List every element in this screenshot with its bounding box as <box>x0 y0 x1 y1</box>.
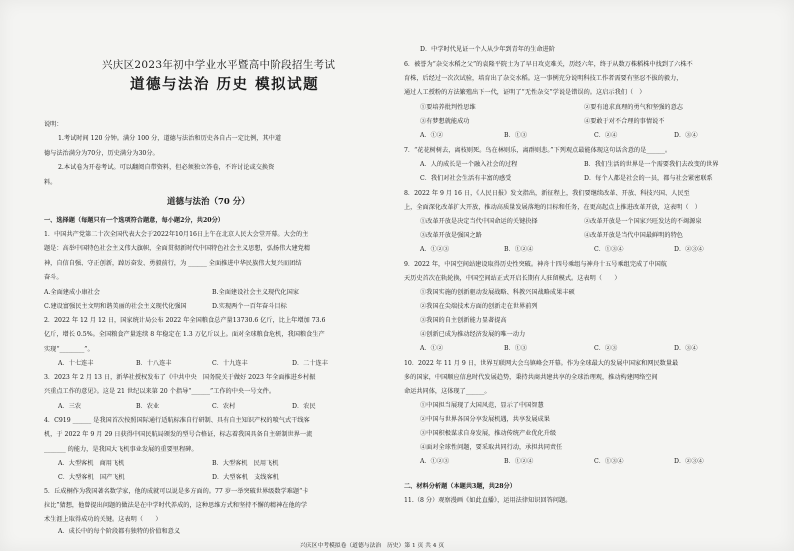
q8-line: 上，全面深化改革扩大开放，推动高质量发展落地的目标和任务，在更高起点上推进改革开放，这表明（ ） <box>404 204 701 211</box>
q6-option-2: ②要有追求真理的勇气和坚强的意志 <box>584 104 683 111</box>
notes-line-1: 1.考试时间 120 分钟。满分 100 分，道德与法治和历史各自占一定比例，其中道 <box>58 135 282 142</box>
q3-line: 兴重点工作的意见》。这是 21 世纪以来第 20 个指导“______”工作的中央一号文件。 <box>44 388 276 395</box>
q6-line: 6．被誉为“杂交水稻之父”的袁隆平院士为了早日攻克难关，历经六年，终于从数万株稻株中找到了六株不 <box>404 61 693 68</box>
q7-option-d: D．每个人都是社会的一员，都与社会紧密联系 <box>584 175 713 182</box>
part2-heading: 二、材料分析题（本题共3题，共28分） <box>404 483 516 490</box>
notes-line-2: 德与法治满分为70分，历史满分为30分。 <box>44 150 159 157</box>
q8-option-2: ②改革开放是一个国家兴旺发达的不竭源泉 <box>584 218 702 225</box>
q8-option-3: ③改革开放是强国之路 <box>420 232 482 239</box>
q4-option-d: D．大型客机 支线客机 <box>212 474 279 481</box>
q10-answer-a: A．①②③ <box>420 458 450 465</box>
q2-option-d: D．二十连丰 <box>292 360 328 367</box>
q3-option-c: C．农村 <box>212 403 236 410</box>
q9-option-3: ③我国的自主创新能力显著提高 <box>420 317 507 324</box>
q5-line: 拉比”猜想，他曾提出问题的做法是在中学时代养成的，这种思维方式和坚持不懈的精神在他的学 <box>44 502 308 509</box>
q10-option-3: ③中国积极谋求自身发展，推动传统产业优化升级 <box>420 430 557 437</box>
q2-option-b: B．十八连丰 <box>136 360 172 367</box>
q9-line: 天历史首次在轨轮换，中国空间站正式开启长期有人驻留模式。这表明（ ） <box>404 275 621 282</box>
q3-line: 3．2023 年 2 月 13 日，新华社授权发布了《中共中央 国务院关于做好 2023 年全面推进乡村振 <box>44 374 316 381</box>
q9-option-2: ②我国在尖端技术方面的创新走在世界前列 <box>420 303 538 310</box>
q5-line: 术生涯上取得成功的关键。这表明（ ） <box>44 516 162 523</box>
q2-line: 亿斤，增长 0.5%。全国粮食产量连续 8 年稳定在 1.3 万亿斤以上。面对全球粮食危机，我国粮食生产 <box>44 331 325 338</box>
q4-option-b: B．大型客机 民用飞机 <box>212 460 279 467</box>
notes-label: 说明： <box>44 121 63 128</box>
q8-option-4: ④改革开放是当代中国最鲜明的特色 <box>584 232 683 239</box>
section-title: 道德与法治（70 分） <box>167 197 250 207</box>
q8-line: 8．2022 年 9 月 16 日，《人民日报》发文指出，新征程上，我们要继续改革、开放、科技兴国、人民至 <box>404 190 690 197</box>
q2-option-a: A．十七连丰 <box>58 360 94 367</box>
notes-line-3: 2.本试卷为开卷考试。可以翻阅自带资料，但必须独立答卷，不许讨论或交换资 <box>58 164 275 171</box>
exam-title: 兴庆区2023年初中学业水平暨高中阶段招生考试 <box>102 59 336 71</box>
q2-option-c: C．十九连丰 <box>212 360 248 367</box>
q4-option-c: C．大型客机 国产飞机 <box>58 474 125 481</box>
q6-line: 通过人工授粉的方法繁殖出下一代，证明了“无性杂交”学说是错误的。这启示我们（ ） <box>404 89 646 96</box>
q3-option-d: D．农民 <box>292 403 316 410</box>
q7-option-a: A．人的成长是一个融入社会的过程 <box>420 161 518 168</box>
q2-line: 实现“________”。 <box>44 346 94 353</box>
q9-option-1: ①我国实施的创新驱动发展战略、科教兴国战略成果丰硕 <box>420 289 575 296</box>
q1-option-c: C.建设富强民主文明和谐美丽的社会主义现代化强国 <box>44 303 187 310</box>
q10-answer-c: C．①③④ <box>594 458 624 465</box>
q8-answer-c: C．①③④ <box>594 246 624 253</box>
q4-line: 4．C919 ______ 是我国首次按照国际通行适航标准自行研制、具有自主知识产权的喷气式干线客 <box>44 417 310 424</box>
q6-line: 育株，后经过一次次试验，培育出了杂交水稻。这一事例充分说明科技工作者需要有坚忍不拔的毅力， <box>404 75 683 82</box>
q3-option-b: B．农业 <box>136 403 160 410</box>
q2-line: 2．2022 年 12 月 12 日，国家统计局公布 2022 年全国粮食总产量13730.6 亿斤，比上年增加 73.6 <box>44 317 326 324</box>
q10-option-2: ②中国与世界各国分享发展机遇，共享发展成果 <box>420 416 550 423</box>
part1-heading: 一、选择题（每题只有一个选项符合题意，每小题2分，共20分） <box>44 217 224 224</box>
q1-option-d: D.实现两个一百年奋斗目标 <box>212 303 287 310</box>
q4-line: _______ 的能力，是我国大飞机事业发展的重要里程碑。 <box>44 446 198 453</box>
q7-line: 7．“花花树树去，离枝则死。鸟在林则乐，离群则悲。”下列观点最能体现这句话含意的是______。 <box>404 147 672 154</box>
q11-line: 11.（8 分）观察漫画《如此直播》，运用法律知识回答问题。 <box>404 497 572 504</box>
q9-answer-a: A．①② <box>420 345 444 352</box>
q9-answer-c: C．②③ <box>594 345 618 352</box>
q1-line: 奋斗。 <box>44 274 63 281</box>
notes-line-4: 料。 <box>44 179 57 186</box>
q8-option-1: ①改革开放是决定当代中国命运的关键抉择 <box>420 218 538 225</box>
q8-answer-d: D．②③④ <box>674 246 704 253</box>
main-title: 道德与法治 历史 模拟试题 <box>130 76 320 93</box>
q1-line: 1．中国共产党第二十次全国代表大会于2022年10月16日上午在北京人民大会堂开幕。大会的主 <box>44 231 309 238</box>
q7-option-c: C．我们对社会生活有丰富的感受 <box>420 175 512 182</box>
q9-answer-d: D．③④ <box>674 345 698 352</box>
q5-line: 5．丘成桐作为我国著名数学家，他的成就可以说是多方面的。77 岁一举突破世界级数学难题“卡 <box>44 488 309 495</box>
q6-option-4: ④要敢于对不合理的事情说不 <box>584 118 665 125</box>
q10-option-1: ①中国担当展现了大国风范，显示了中国智慧 <box>420 402 544 409</box>
q9-option-4: ④创新已成为推动经济发展的唯一动力 <box>420 331 526 338</box>
q6-answer-c: C．②④ <box>594 132 618 139</box>
q10-line: 命运共同体，这体现了______。 <box>404 388 491 395</box>
q5-option-a: A．成长中的每个阶段都有独特的价值和意义 <box>58 528 181 535</box>
q1-option-b: B.全面建设社会主义现代化国家 <box>212 289 299 296</box>
q4-line: 机，于 2022 年 9 月 29 日获得中国民航局颁发的型号合格证，标志着我国具备自主研制世界一流 <box>44 431 313 438</box>
q10-option-4: ④面对全球性问题，要采取共同行动，承担共同责任 <box>420 444 563 451</box>
q10-line: 多的国家，中国顺应信息时代发展趋势，秉持共商共建共享的全球治理观，推动构建网络空间 <box>404 374 658 381</box>
page-footer: 兴庆区中考模拟卷（道德与法治 历史）第 1 页 共 4 页 <box>300 543 445 549</box>
q6-answer-a: A．①② <box>420 132 444 139</box>
q1-option-a: A.全面建成小康社会 <box>44 289 100 296</box>
q10-answer-d: D．②③④ <box>674 458 704 465</box>
q9-line: 9．2022 年，中国空间站建设取得历史性突破。神舟十四号乘组与神舟十五号乘组完成了中国航 <box>404 261 667 268</box>
q10-answer-b: B．①②④ <box>504 458 534 465</box>
q7-option-b: B．我们生活的世界是一个需要我们去改变的世界 <box>584 161 719 168</box>
q3-option-a: A．三农 <box>58 403 82 410</box>
q6-answer-d: D．③④ <box>674 132 698 139</box>
q1-line: 神，自信自强、守正创新，踔厉奋发、勇毅前行，为 ______ 全面推进中华民族伟大复兴而团结 <box>44 260 302 267</box>
q9-answer-b: B．①③ <box>504 345 528 352</box>
q6-answer-b: B．①③ <box>504 132 528 139</box>
q8-answer-b: B．①②④ <box>504 246 534 253</box>
q8-answer-a: A．①②③ <box>420 246 450 253</box>
q5-option-d: D．中学时代见证一个人从少年到青年的生命进阶 <box>420 46 555 53</box>
q1-line: 题是：高举中国特色社会主义伟大旗帜，全面贯彻新时代中国特色社会主义思想，弘扬伟大建党精 <box>44 245 311 252</box>
q6-option-3: ③有梦想就能成功 <box>420 118 470 125</box>
q10-line: 10．2022 年 11 月 9 日，世界互联网大会乌镇峰会开幕。作为全球最大的发展中国家和网民数量最 <box>404 360 679 367</box>
q4-option-a: A．大型客机 商用飞机 <box>58 460 125 467</box>
q6-option-1: ①要培养批判性思维 <box>420 104 476 111</box>
